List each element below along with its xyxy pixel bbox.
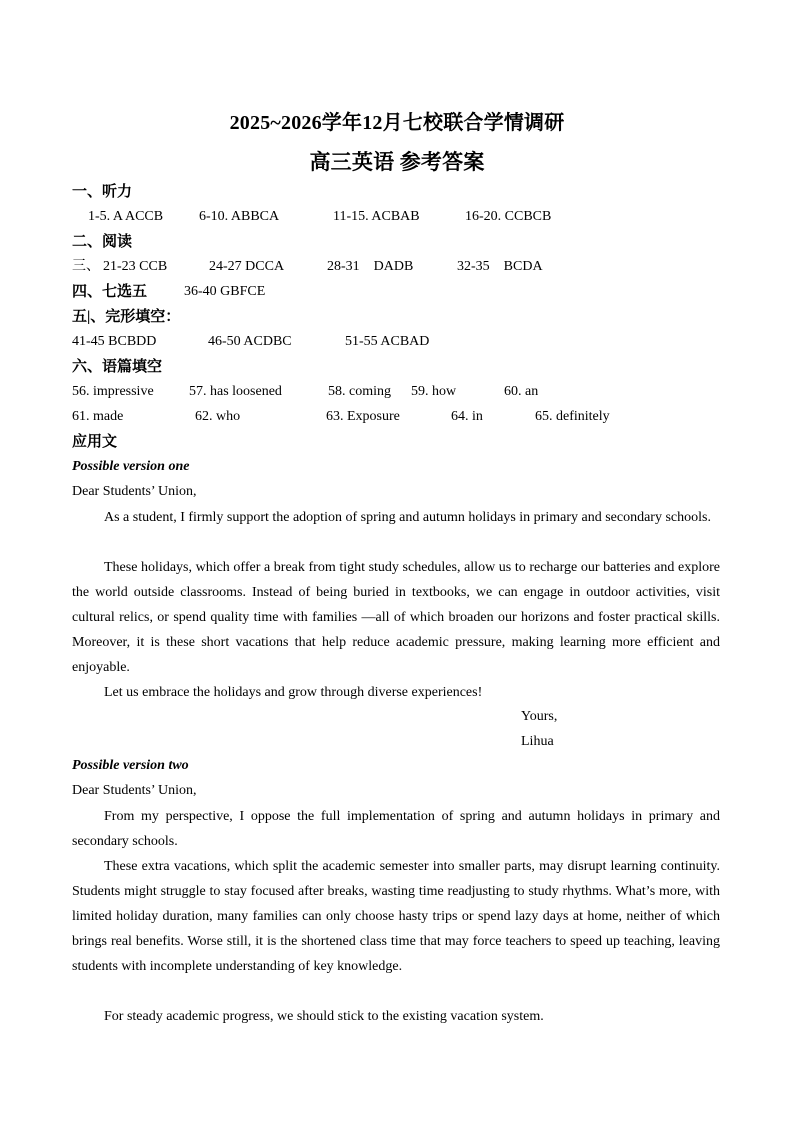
paragraph-text: These holidays, which offer a break from tight study schedules, allow us to recharge our batteries and explore the world outside classrooms. Instead of being buried in textbooks, we can engage in outdoor activities, visit cultural relics, or spend quality time with families —all of which broaden our horizons and foster practical skills. Moreover, it is these short vacations that help reduce academic pressure, making learning more efficient and enjoyable.: [72, 560, 720, 675]
closing: Yours,: [521, 709, 558, 724]
answer-item: 63. Exposure: [326, 409, 400, 424]
answer-group: 11-15. ACBAB: [333, 209, 420, 224]
answer-item: 62. who: [195, 409, 241, 424]
section-heading-seven-choose-five: 四、七选五: [72, 284, 148, 300]
answer-item: 56. impressive: [72, 384, 154, 399]
answer-group: 1-5. A ACCB: [88, 209, 164, 224]
answer-item: 58. coming: [328, 384, 391, 399]
answer-item: 60. an: [504, 384, 539, 399]
version-two-label: Possible version two: [72, 758, 189, 773]
section-heading-reading: 二、阅读: [72, 234, 133, 250]
essay-paragraph: [72, 505, 720, 530]
answer-item: 64. in: [451, 409, 483, 424]
section-heading-grammar-fill: 六、语篇填空: [72, 359, 163, 375]
paragraph-text: As a student, I firmly support the adoption of spring and autumn holidays in primary and secondary schools.: [104, 510, 711, 525]
answer-group: 6-10. ABBCA: [199, 209, 280, 224]
greeting: Dear Students’ Union,: [72, 484, 197, 499]
paragraph-text: These extra vacations, which split the academic semester into smaller parts, may disrupt learning continuity. Students might struggle to stay focused after breaks, wasting time readjusting to study rhythms. What’s more, with limited holiday duration, many families can only choose hasty trips or spend lazy days at home, neither of which brings real benefits. Worse still, it is the shortened class time that may force teachers to speed up teaching, leaving students with incomplete understanding of key knowledge.: [72, 859, 720, 974]
answer-group: 36-40 GBFCE: [184, 284, 266, 299]
answer-group: 28-31 DADB: [327, 259, 414, 274]
document-subtitle: 高三英语 参考答案: [309, 150, 485, 174]
answer-group: 24-27 DCCA: [209, 259, 285, 274]
answer-group: 21-23 CCB: [103, 259, 168, 274]
version-one-label: Possible version one: [72, 459, 190, 474]
section-heading-listening: 一、听力: [72, 184, 133, 200]
section-heading-cloze: 五|、完形填空：: [72, 309, 181, 325]
answer-item: 65. definitely: [535, 409, 610, 424]
essay-paragraph: [72, 555, 720, 680]
answer-group: 46-50 ACDBC: [208, 334, 292, 349]
answer-group: 16-20. CCBCB: [465, 209, 552, 224]
answer-group: 41-45 BCBDD: [72, 334, 157, 349]
paragraph-text: Let us embrace the holidays and grow through diverse experiences!: [104, 685, 483, 700]
essay-paragraph: [72, 680, 720, 705]
section-heading-writing: 应用文: [72, 434, 118, 450]
essay-paragraph: [72, 804, 720, 854]
answer-group: 32-35 BCDA: [457, 259, 543, 274]
essay-paragraph: [72, 1004, 720, 1029]
answer-item: 59. how: [411, 384, 457, 399]
answer-item: 57. has loosened: [189, 384, 282, 399]
reading-prefix: 三、: [72, 259, 100, 274]
answer-item: 61. made: [72, 409, 124, 424]
answer-group: 51-55 ACBAD: [345, 334, 430, 349]
essay-paragraph: [72, 854, 720, 979]
document-title: 2025~2026学年12月七校联合学情调研: [229, 112, 565, 134]
signature-name: Lihua: [521, 734, 554, 749]
paragraph-text: From my perspective, I oppose the full implementation of spring and autumn holidays in primary and secondary schools.: [72, 809, 720, 849]
greeting: Dear Students’ Union,: [72, 783, 197, 798]
paragraph-text: For steady academic progress, we should stick to the existing vacation system.: [104, 1009, 544, 1024]
